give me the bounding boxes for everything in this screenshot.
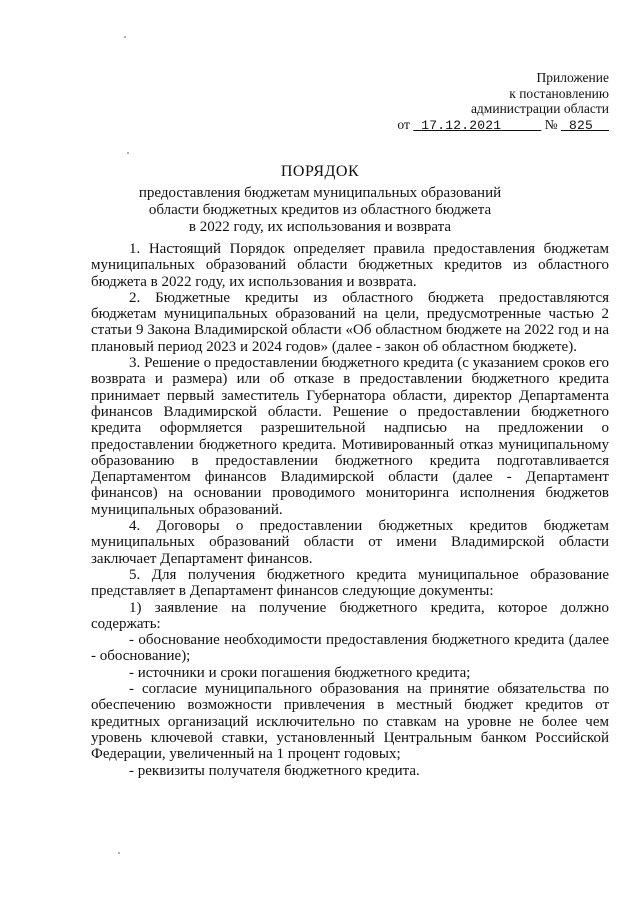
- paragraph-1: 1. Настоящий Порядок определяет правила предоставления бюджетам муниципальных образований области бюджетных кредитов из областного бюджета в 2022 году, их использования и возврата.: [91, 241, 609, 290]
- paragraph-5-dash-4: - реквизиты получателя бюджетного кредита.: [129, 762, 420, 779]
- appendix-block: [389, 70, 609, 133]
- paragraph-5: 5. Для получения бюджетного кредита муниципальное образование представляет в Департамент финансов следующие документы:: [91, 566, 609, 600]
- appendix-line-3: администрации области: [470, 101, 609, 116]
- paragraph-5-dash-2: - источники и сроки погашения бюджетного кредита;: [129, 664, 471, 681]
- paragraph-5-item-1: 1) заявление на получение бюджетного кредита, которое должно содержать:: [91, 599, 609, 632]
- number-label: №: [544, 116, 558, 132]
- appendix-line-1: Приложение: [536, 70, 609, 85]
- subtitle-line-2: области бюджетных кредитов из областного бюджета: [148, 202, 492, 218]
- paragraph-5-dash-3: - согласие муниципального образования на принятие обязательства по обеспечению возможности привлечения в местный бюджет кредитов от кредитных организаций исключительно по ставкам на уровне не более чем уровень ключевой ставки, установленный Центральным банком Российской Федерации, увеличенный на 1 процент годовых;: [91, 681, 609, 763]
- document-title: ПОРЯДОК: [280, 163, 360, 180]
- paragraph-4: 4. Договоры о предоставлении бюджетных кредитов бюджетам муниципальных образований области от имени Владимирской области заключает Департамент финансов.: [91, 518, 609, 567]
- document-body: [91, 241, 609, 779]
- subtitle-line-3: в 2022 году, их использования и возврата: [188, 219, 452, 235]
- title-block: [0, 163, 640, 236]
- paragraph-5-dash-1: - обоснование необходимости предоставления бюджетного кредита (далее - обоснование);: [91, 632, 609, 665]
- document-date: 17.12.2021: [421, 117, 502, 133]
- scan-speck: [127, 152, 129, 154]
- appendix-line-2: к постановлению: [509, 85, 609, 101]
- subtitle-line-1: предоставления бюджетам муниципальных образований: [138, 185, 502, 201]
- scan-speck: [124, 36, 126, 38]
- paragraph-3: 3. Решение о предоставлении бюджетного кредита (с указанием сроков его возврата и размера) или об отказе в предоставлении бюджетного кредита принимает первый заместитель Губернатора области, директор Департамента финансов Владимирской области. Решение о предоставлении бюджетного кредита оформляется разрешительной надписью на предложении о предоставлении бюджетного кредита. Мотивированный отказ муниципальному образованию в предоставлении бюджетного кредита подготавливается Департаментом финансов Владимирской области (далее - Департамент финансов) на основании проводимого мониторинга исполнения бюджетов муниципальных образований.: [91, 355, 609, 518]
- paragraph-2: 2. Бюджетные кредиты из областного бюджета предоставляются бюджетам муниципальных образований на цели, предусмотренные частью 2 статьи 9 Закона Владимирской области «Об областном бюджете на 2022 год и на плановый период 2023 и 2024 годов» (далее - закон об областном бюджете).: [91, 289, 609, 355]
- document-number: 825: [568, 117, 593, 133]
- scan-speck: [118, 852, 120, 854]
- from-label: от: [397, 116, 410, 132]
- appendix-date-number-line: [389, 117, 609, 134]
